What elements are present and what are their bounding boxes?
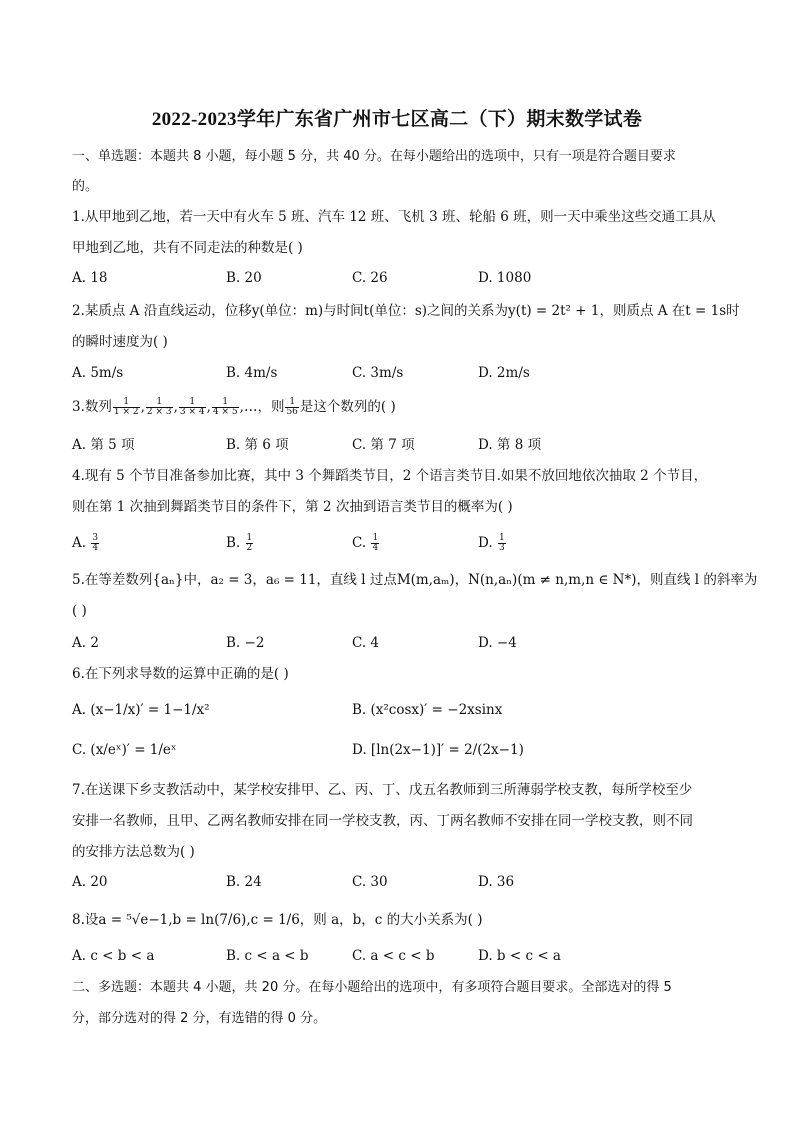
q1-text-line2: 甲地到乙地，共有不同走法的种数是( ) [72,240,303,256]
q3-term-4: $\frac{1}{4 \times 5}$ [212,397,238,417]
q3-mid: ,…，则 [239,399,285,415]
q7-option-a: A. 20 [72,874,108,890]
q2-text-line2: 的瞬时速度为( ) [72,334,168,350]
q1-option-b: B. 20 [226,270,262,286]
q1-text-line1: 1.从甲地到乙地，若一天中有火车 5 班、汽车 12 班、飞机 3 班、轮船 6 班，则一天中乘坐这些交通工具从 [72,209,716,225]
q3-term-3: $\frac{1}{3 \times 4}$ [179,397,205,417]
q6-option-a: A. (x−1/x)′ = 1−1/x² [72,702,210,718]
q3-suffix: 是这个数列的( ) [299,399,396,415]
q8-option-b: B. c < a < b [226,948,309,964]
q6-text-line1: 6.在下列求导数的运算中正确的是( ) [72,666,289,682]
q4-option-d: D. $\frac{1}{3}$ [478,533,505,553]
q4-option-c: C. $\frac{1}{4}$ [352,533,379,553]
q5-option-b: B. −2 [226,635,265,651]
page-title: 2022-2023学年广东省广州市七区高二（下）期末数学试卷 [151,109,643,130]
q5-option-d: D. −4 [478,635,517,651]
q3-term-1: $\frac{1}{1 \times 2}$ [113,397,139,417]
q1-option-c: C. 26 [352,270,388,286]
q2-option-d: D. 2m/s [478,365,530,381]
q3-text-line: 3.数列 $\frac{1}{1 \times 2}$ , $\frac{1}{2 \times 3}$ , $\frac{1}{3 \times 4}$ , $\frac{1}{4 \times 5}$ ,…，则 $\frac{1}{56}$ 是这个数列的( ) [72,397,396,417]
q3-option-a: A. 第 5 项 [72,437,135,453]
q4-text-line1: 4.现有 5 个节目准备参加比赛，其中 3 个舞蹈类节目，2 个语言类节目.如果不放回地依次抽取 2 个节目， [72,468,708,484]
q2-option-b: B. 4m/s [226,365,278,381]
q8-option-c: C. a < c < b [352,948,435,964]
q3-option-c: C. 第 7 项 [352,437,415,453]
q8-text-line1: 8.设a = ⁵√e−1,b = ln(7/6),c = 1/6，则 a，b，c 的大小关系为( ) [72,912,483,928]
q1-option-d: D. 1080 [478,270,532,286]
q5-option-c: C. 4 [352,635,380,651]
q7-text-line1: 7.在送课下乡支教活动中，某学校安排甲、乙、丙、丁、戊五名教师到三所薄弱学校支教，每所学校至少 [72,782,693,798]
q6-option-d: D. [ln(2x−1)]′ = 2/(2x−1) [352,742,524,758]
q5-option-a: A. 2 [72,635,99,651]
q4-text-line2: 则在第 1 次抽到舞蹈类节目的条件下，第 2 次抽到语言类节目的概率为( ) [72,499,513,515]
q7-option-b: B. 24 [226,874,262,890]
q8-option-d: D. b < c < a [478,948,561,964]
q3-option-b: B. 第 6 项 [226,437,289,453]
section2-heading-line1: 二、多选题：本题共 4 小题，共 20 分。在每小题给出的选项中，有多项符合题目要求。全部选对的得 5 [72,980,672,995]
section2-heading-line2: 分，部分选对的得 2 分，有选错的得 0 分。 [72,1011,327,1026]
q2-text-line1: 2.某质点 A 沿直线运动，位移y(单位：m)与时间t(单位：s)之间的关系为y(t) = 2t² + 1，则质点 A 在t = 1s时 [72,303,740,319]
section1-heading-line1: 一、单选题：本题共 8 小题，每小题 5 分，共 40 分。在每小题给出的选项中，只有一项是符合题目要求 [72,149,676,164]
q7-text-line3: 的安排方法总数为( ) [72,844,195,860]
q3-term-2: $\frac{1}{2 \times 3}$ [146,397,172,417]
q1-option-a: A. 18 [72,270,108,286]
q2-option-a: A. 5m/s [72,365,124,381]
q7-option-d: D. 36 [478,874,515,890]
q6-option-c: C. (x/eˣ)′ = 1/eˣ [72,742,177,758]
q4-option-b: B. $\frac{1}{2}$ [226,533,253,553]
q2-option-c: C. 3m/s [352,365,404,381]
q7-option-c: C. 30 [352,874,388,890]
q7-text-line2: 安排一名教师，且甲、乙两名教师安排在同一学校支教，丙、丁两名教师不安排在同一学校支教，则不同 [72,813,693,829]
q5-text-line2: ( ) [72,603,87,619]
section1-heading-line2: 的。 [72,179,99,194]
q4-option-a: A. $\frac{3}{4}$ [72,533,99,553]
q5-text-line1: 5.在等差数列{aₙ}中，a₂ = 3，a₆ = 11，直线 l 过点M(m,aₘ)，N(n,aₙ)(m ≠ n,m,n ∈ N*)，则直线 l 的斜率为 [72,572,758,588]
q3-prefix: 3.数列 [72,399,112,415]
q8-option-a: A. c < b < a [72,948,155,964]
q3-target: $\frac{1}{56}$ [286,397,298,417]
q6-option-b: B. (x²cosx)′ = −2xsinx [352,702,503,718]
q3-option-d: D. 第 8 项 [478,437,542,453]
